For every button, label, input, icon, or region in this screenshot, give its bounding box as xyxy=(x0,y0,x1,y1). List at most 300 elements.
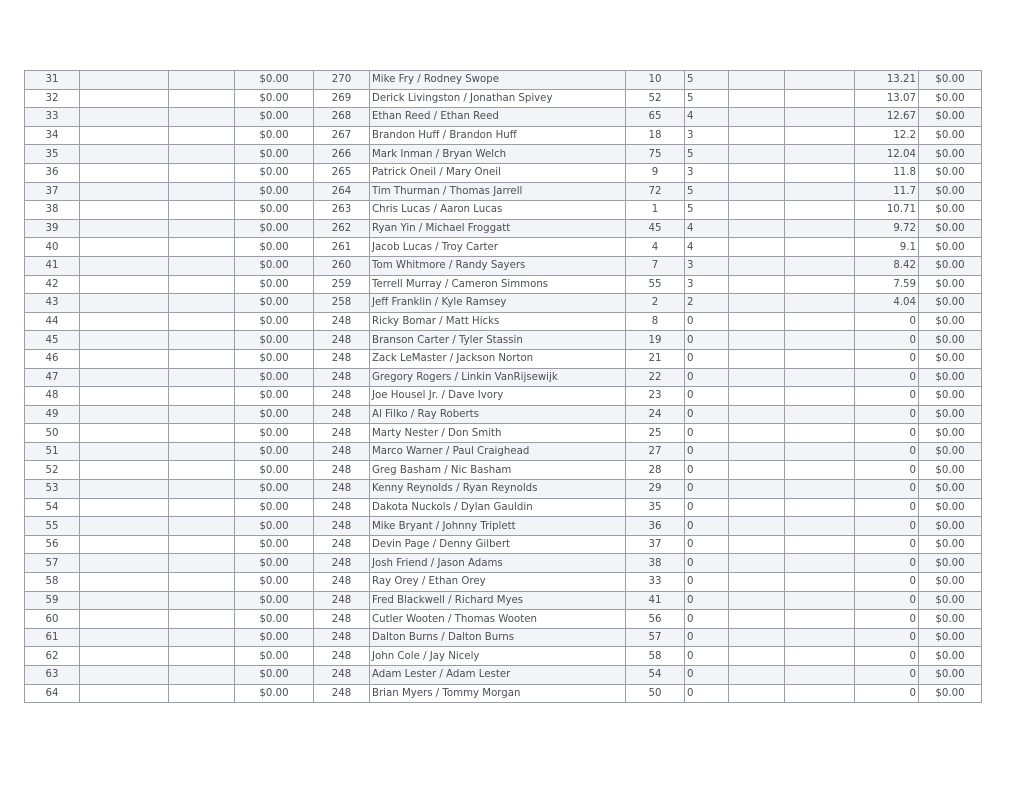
boat-number-cell: 54 xyxy=(626,666,685,685)
winnings-cell: $0.00 xyxy=(919,498,982,517)
fish-count-cell: 2 xyxy=(685,294,729,313)
blank-cell-c xyxy=(729,126,785,145)
blank-cell-d xyxy=(785,145,855,164)
table-row xyxy=(25,424,982,443)
blank-cell-c xyxy=(729,517,785,536)
weight-cell: 0 xyxy=(855,684,919,703)
blank-cell-d xyxy=(785,312,855,331)
payout-cell: $0.00 xyxy=(235,71,314,90)
fish-count-cell: 0 xyxy=(685,442,729,461)
boat-number-cell: 45 xyxy=(626,219,685,238)
table-row xyxy=(25,238,982,257)
points-cell: 258 xyxy=(314,294,370,313)
fish-count-cell: 3 xyxy=(685,163,729,182)
team-name-cell: Jeff Franklin / Kyle Ramsey xyxy=(370,294,626,313)
points-cell: 248 xyxy=(314,498,370,517)
table-row xyxy=(25,647,982,666)
rank-cell: 51 xyxy=(25,442,80,461)
fish-count-cell: 0 xyxy=(685,424,729,443)
blank-cell-a xyxy=(80,238,169,257)
blank-cell-b xyxy=(169,163,235,182)
team-name-cell: Brian Myers / Tommy Morgan xyxy=(370,684,626,703)
table-row xyxy=(25,368,982,387)
blank-cell-d xyxy=(785,498,855,517)
blank-cell-c xyxy=(729,610,785,629)
boat-number-cell: 52 xyxy=(626,89,685,108)
points-cell: 270 xyxy=(314,71,370,90)
table-row xyxy=(25,163,982,182)
blank-cell-b xyxy=(169,647,235,666)
boat-number-cell: 36 xyxy=(626,517,685,536)
winnings-cell: $0.00 xyxy=(919,628,982,647)
blank-cell-a xyxy=(80,387,169,406)
weight-cell: 12.2 xyxy=(855,126,919,145)
blank-cell-a xyxy=(80,294,169,313)
points-cell: 268 xyxy=(314,108,370,127)
team-name-cell: Branson Carter / Tyler Stassin xyxy=(370,331,626,350)
table-row xyxy=(25,126,982,145)
winnings-cell: $0.00 xyxy=(919,480,982,499)
blank-cell-a xyxy=(80,480,169,499)
points-cell: 269 xyxy=(314,89,370,108)
blank-cell-c xyxy=(729,368,785,387)
table-row xyxy=(25,71,982,90)
payout-cell: $0.00 xyxy=(235,163,314,182)
weight-cell: 12.04 xyxy=(855,145,919,164)
blank-cell-a xyxy=(80,201,169,220)
weight-cell: 0 xyxy=(855,628,919,647)
blank-cell-b xyxy=(169,684,235,703)
rank-cell: 53 xyxy=(25,480,80,499)
blank-cell-c xyxy=(729,312,785,331)
blank-cell-a xyxy=(80,71,169,90)
table-row xyxy=(25,108,982,127)
blank-cell-a xyxy=(80,219,169,238)
rank-cell: 50 xyxy=(25,424,80,443)
points-cell: 248 xyxy=(314,573,370,592)
table-row xyxy=(25,201,982,220)
winnings-cell: $0.00 xyxy=(919,108,982,127)
blank-cell-b xyxy=(169,294,235,313)
blank-cell-a xyxy=(80,461,169,480)
rank-cell: 60 xyxy=(25,610,80,629)
payout-cell: $0.00 xyxy=(235,610,314,629)
boat-number-cell: 10 xyxy=(626,71,685,90)
boat-number-cell: 19 xyxy=(626,331,685,350)
table-row xyxy=(25,498,982,517)
blank-cell-b xyxy=(169,517,235,536)
blank-cell-c xyxy=(729,554,785,573)
team-name-cell: Fred Blackwell / Richard Myes xyxy=(370,591,626,610)
blank-cell-a xyxy=(80,89,169,108)
blank-cell-d xyxy=(785,331,855,350)
blank-cell-c xyxy=(729,387,785,406)
payout-cell: $0.00 xyxy=(235,108,314,127)
weight-cell: 0 xyxy=(855,517,919,536)
rank-cell: 40 xyxy=(25,238,80,257)
points-cell: 248 xyxy=(314,368,370,387)
blank-cell-d xyxy=(785,610,855,629)
blank-cell-d xyxy=(785,201,855,220)
points-cell: 248 xyxy=(314,535,370,554)
winnings-cell: $0.00 xyxy=(919,163,982,182)
blank-cell-b xyxy=(169,108,235,127)
team-name-cell: Brandon Huff / Brandon Huff xyxy=(370,126,626,145)
blank-cell-a xyxy=(80,684,169,703)
winnings-cell: $0.00 xyxy=(919,387,982,406)
points-cell: 265 xyxy=(314,163,370,182)
boat-number-cell: 38 xyxy=(626,554,685,573)
payout-cell: $0.00 xyxy=(235,647,314,666)
table-row xyxy=(25,591,982,610)
boat-number-cell: 2 xyxy=(626,294,685,313)
blank-cell-b xyxy=(169,368,235,387)
points-cell: 263 xyxy=(314,201,370,220)
blank-cell-a xyxy=(80,517,169,536)
winnings-cell: $0.00 xyxy=(919,89,982,108)
team-name-cell: Josh Friend / Jason Adams xyxy=(370,554,626,573)
weight-cell: 0 xyxy=(855,387,919,406)
blank-cell-a xyxy=(80,610,169,629)
payout-cell: $0.00 xyxy=(235,312,314,331)
blank-cell-b xyxy=(169,610,235,629)
boat-number-cell: 57 xyxy=(626,628,685,647)
blank-cell-c xyxy=(729,405,785,424)
payout-cell: $0.00 xyxy=(235,368,314,387)
boat-number-cell: 25 xyxy=(626,424,685,443)
points-cell: 248 xyxy=(314,331,370,350)
fish-count-cell: 3 xyxy=(685,275,729,294)
table-row xyxy=(25,182,982,201)
fish-count-cell: 0 xyxy=(685,666,729,685)
winnings-cell: $0.00 xyxy=(919,71,982,90)
winnings-cell: $0.00 xyxy=(919,368,982,387)
team-name-cell: Devin Page / Denny Gilbert xyxy=(370,535,626,554)
team-name-cell: Mike Fry / Rodney Swope xyxy=(370,71,626,90)
rank-cell: 47 xyxy=(25,368,80,387)
weight-cell: 0 xyxy=(855,498,919,517)
blank-cell-a xyxy=(80,145,169,164)
blank-cell-a xyxy=(80,405,169,424)
fish-count-cell: 0 xyxy=(685,573,729,592)
blank-cell-c xyxy=(729,71,785,90)
winnings-cell: $0.00 xyxy=(919,647,982,666)
boat-number-cell: 55 xyxy=(626,275,685,294)
blank-cell-c xyxy=(729,535,785,554)
rank-cell: 54 xyxy=(25,498,80,517)
winnings-cell: $0.00 xyxy=(919,256,982,275)
blank-cell-a xyxy=(80,498,169,517)
table-row xyxy=(25,442,982,461)
blank-cell-b xyxy=(169,424,235,443)
payout-cell: $0.00 xyxy=(235,387,314,406)
fish-count-cell: 5 xyxy=(685,71,729,90)
winnings-cell: $0.00 xyxy=(919,405,982,424)
rank-cell: 34 xyxy=(25,126,80,145)
rank-cell: 62 xyxy=(25,647,80,666)
payout-cell: $0.00 xyxy=(235,145,314,164)
winnings-cell: $0.00 xyxy=(919,554,982,573)
blank-cell-c xyxy=(729,108,785,127)
fish-count-cell: 3 xyxy=(685,126,729,145)
blank-cell-a xyxy=(80,163,169,182)
blank-cell-a xyxy=(80,591,169,610)
payout-cell: $0.00 xyxy=(235,554,314,573)
payout-cell: $0.00 xyxy=(235,442,314,461)
points-cell: 248 xyxy=(314,312,370,331)
blank-cell-c xyxy=(729,145,785,164)
points-cell: 248 xyxy=(314,610,370,629)
blank-cell-c xyxy=(729,89,785,108)
weight-cell: 0 xyxy=(855,331,919,350)
blank-cell-b xyxy=(169,461,235,480)
boat-number-cell: 56 xyxy=(626,610,685,629)
payout-cell: $0.00 xyxy=(235,126,314,145)
blank-cell-d xyxy=(785,461,855,480)
rank-cell: 42 xyxy=(25,275,80,294)
blank-cell-c xyxy=(729,219,785,238)
rank-cell: 35 xyxy=(25,145,80,164)
blank-cell-a xyxy=(80,424,169,443)
blank-cell-a xyxy=(80,126,169,145)
blank-cell-d xyxy=(785,591,855,610)
table-row xyxy=(25,554,982,573)
blank-cell-a xyxy=(80,108,169,127)
team-name-cell: Greg Basham / Nic Basham xyxy=(370,461,626,480)
team-name-cell: Chris Lucas / Aaron Lucas xyxy=(370,201,626,220)
payout-cell: $0.00 xyxy=(235,89,314,108)
team-name-cell: Gregory Rogers / Linkin VanRijsewijk xyxy=(370,368,626,387)
blank-cell-b xyxy=(169,666,235,685)
payout-cell: $0.00 xyxy=(235,331,314,350)
fish-count-cell: 0 xyxy=(685,387,729,406)
blank-cell-d xyxy=(785,126,855,145)
payout-cell: $0.00 xyxy=(235,238,314,257)
blank-cell-c xyxy=(729,275,785,294)
fish-count-cell: 0 xyxy=(685,554,729,573)
weight-cell: 7.59 xyxy=(855,275,919,294)
blank-cell-a xyxy=(80,275,169,294)
team-name-cell: Cutler Wooten / Thomas Wooten xyxy=(370,610,626,629)
rank-cell: 39 xyxy=(25,219,80,238)
boat-number-cell: 58 xyxy=(626,647,685,666)
fish-count-cell: 4 xyxy=(685,238,729,257)
points-cell: 248 xyxy=(314,554,370,573)
blank-cell-d xyxy=(785,387,855,406)
fish-count-cell: 0 xyxy=(685,331,729,350)
fish-count-cell: 5 xyxy=(685,145,729,164)
payout-cell: $0.00 xyxy=(235,424,314,443)
winnings-cell: $0.00 xyxy=(919,275,982,294)
fish-count-cell: 0 xyxy=(685,498,729,517)
blank-cell-b xyxy=(169,498,235,517)
table-row xyxy=(25,535,982,554)
points-cell: 267 xyxy=(314,126,370,145)
weight-cell: 8.42 xyxy=(855,256,919,275)
blank-cell-c xyxy=(729,442,785,461)
points-cell: 262 xyxy=(314,219,370,238)
team-name-cell: Joe Housel Jr. / Dave Ivory xyxy=(370,387,626,406)
payout-cell: $0.00 xyxy=(235,294,314,313)
weight-cell: 13.21 xyxy=(855,71,919,90)
team-name-cell: Mark Inman / Bryan Welch xyxy=(370,145,626,164)
boat-number-cell: 65 xyxy=(626,108,685,127)
team-name-cell: Terrell Murray / Cameron Simmons xyxy=(370,275,626,294)
fish-count-cell: 0 xyxy=(685,647,729,666)
winnings-cell: $0.00 xyxy=(919,591,982,610)
payout-cell: $0.00 xyxy=(235,405,314,424)
table-row xyxy=(25,684,982,703)
weight-cell: 0 xyxy=(855,591,919,610)
table-row xyxy=(25,89,982,108)
blank-cell-d xyxy=(785,182,855,201)
winnings-cell: $0.00 xyxy=(919,219,982,238)
blank-cell-b xyxy=(169,126,235,145)
blank-cell-d xyxy=(785,573,855,592)
payout-cell: $0.00 xyxy=(235,182,314,201)
blank-cell-d xyxy=(785,219,855,238)
table-row xyxy=(25,666,982,685)
rank-cell: 45 xyxy=(25,331,80,350)
team-name-cell: Derick Livingston / Jonathan Spivey xyxy=(370,89,626,108)
fish-count-cell: 0 xyxy=(685,480,729,499)
blank-cell-a xyxy=(80,647,169,666)
payout-cell: $0.00 xyxy=(235,591,314,610)
weight-cell: 0 xyxy=(855,610,919,629)
points-cell: 248 xyxy=(314,628,370,647)
team-name-cell: Patrick Oneil / Mary Oneil xyxy=(370,163,626,182)
payout-cell: $0.00 xyxy=(235,573,314,592)
fish-count-cell: 0 xyxy=(685,368,729,387)
weight-cell: 11.8 xyxy=(855,163,919,182)
winnings-cell: $0.00 xyxy=(919,201,982,220)
blank-cell-b xyxy=(169,238,235,257)
blank-cell-a xyxy=(80,535,169,554)
winnings-cell: $0.00 xyxy=(919,684,982,703)
weight-cell: 0 xyxy=(855,573,919,592)
winnings-cell: $0.00 xyxy=(919,461,982,480)
weight-cell: 0 xyxy=(855,535,919,554)
results-body xyxy=(25,71,982,703)
team-name-cell: Jacob Lucas / Troy Carter xyxy=(370,238,626,257)
points-cell: 248 xyxy=(314,349,370,368)
winnings-cell: $0.00 xyxy=(919,145,982,164)
rank-cell: 49 xyxy=(25,405,80,424)
blank-cell-c xyxy=(729,424,785,443)
blank-cell-b xyxy=(169,182,235,201)
blank-cell-a xyxy=(80,442,169,461)
boat-number-cell: 37 xyxy=(626,535,685,554)
blank-cell-c xyxy=(729,480,785,499)
blank-cell-a xyxy=(80,628,169,647)
rank-cell: 44 xyxy=(25,312,80,331)
boat-number-cell: 8 xyxy=(626,312,685,331)
blank-cell-b xyxy=(169,387,235,406)
team-name-cell: Marco Warner / Paul Craighead xyxy=(370,442,626,461)
weight-cell: 12.67 xyxy=(855,108,919,127)
blank-cell-b xyxy=(169,591,235,610)
weight-cell: 0 xyxy=(855,312,919,331)
rank-cell: 41 xyxy=(25,256,80,275)
table-row xyxy=(25,405,982,424)
team-name-cell: Tom Whitmore / Randy Sayers xyxy=(370,256,626,275)
boat-number-cell: 24 xyxy=(626,405,685,424)
boat-number-cell: 1 xyxy=(626,201,685,220)
blank-cell-d xyxy=(785,368,855,387)
payout-cell: $0.00 xyxy=(235,219,314,238)
boat-number-cell: 29 xyxy=(626,480,685,499)
rank-cell: 58 xyxy=(25,573,80,592)
blank-cell-d xyxy=(785,238,855,257)
team-name-cell: Tim Thurman / Thomas Jarrell xyxy=(370,182,626,201)
winnings-cell: $0.00 xyxy=(919,312,982,331)
boat-number-cell: 28 xyxy=(626,461,685,480)
fish-count-cell: 5 xyxy=(685,89,729,108)
points-cell: 260 xyxy=(314,256,370,275)
weight-cell: 0 xyxy=(855,666,919,685)
payout-cell: $0.00 xyxy=(235,480,314,499)
points-cell: 248 xyxy=(314,684,370,703)
rank-cell: 48 xyxy=(25,387,80,406)
rank-cell: 61 xyxy=(25,628,80,647)
blank-cell-d xyxy=(785,349,855,368)
team-name-cell: Marty Nester / Don Smith xyxy=(370,424,626,443)
rank-cell: 64 xyxy=(25,684,80,703)
winnings-cell: $0.00 xyxy=(919,182,982,201)
team-name-cell: Zack LeMaster / Jackson Norton xyxy=(370,349,626,368)
blank-cell-d xyxy=(785,554,855,573)
blank-cell-c xyxy=(729,256,785,275)
boat-number-cell: 18 xyxy=(626,126,685,145)
weight-cell: 0 xyxy=(855,461,919,480)
points-cell: 248 xyxy=(314,480,370,499)
blank-cell-b xyxy=(169,573,235,592)
winnings-cell: $0.00 xyxy=(919,517,982,536)
fish-count-cell: 0 xyxy=(685,684,729,703)
blank-cell-b xyxy=(169,145,235,164)
rank-cell: 52 xyxy=(25,461,80,480)
points-cell: 248 xyxy=(314,442,370,461)
winnings-cell: $0.00 xyxy=(919,238,982,257)
team-name-cell: Ricky Bomar / Matt Hicks xyxy=(370,312,626,331)
blank-cell-a xyxy=(80,312,169,331)
blank-cell-d xyxy=(785,535,855,554)
blank-cell-d xyxy=(785,647,855,666)
blank-cell-d xyxy=(785,294,855,313)
points-cell: 248 xyxy=(314,387,370,406)
fish-count-cell: 0 xyxy=(685,535,729,554)
blank-cell-b xyxy=(169,349,235,368)
points-cell: 248 xyxy=(314,517,370,536)
blank-cell-a xyxy=(80,573,169,592)
weight-cell: 13.07 xyxy=(855,89,919,108)
fish-count-cell: 0 xyxy=(685,517,729,536)
blank-cell-d xyxy=(785,517,855,536)
boat-number-cell: 4 xyxy=(626,238,685,257)
blank-cell-c xyxy=(729,201,785,220)
blank-cell-d xyxy=(785,89,855,108)
weight-cell: 0 xyxy=(855,442,919,461)
blank-cell-d xyxy=(785,108,855,127)
team-name-cell: Kenny Reynolds / Ryan Reynolds xyxy=(370,480,626,499)
winnings-cell: $0.00 xyxy=(919,424,982,443)
rank-cell: 37 xyxy=(25,182,80,201)
table-row xyxy=(25,517,982,536)
boat-number-cell: 75 xyxy=(626,145,685,164)
boat-number-cell: 21 xyxy=(626,349,685,368)
blank-cell-a xyxy=(80,666,169,685)
fish-count-cell: 4 xyxy=(685,108,729,127)
